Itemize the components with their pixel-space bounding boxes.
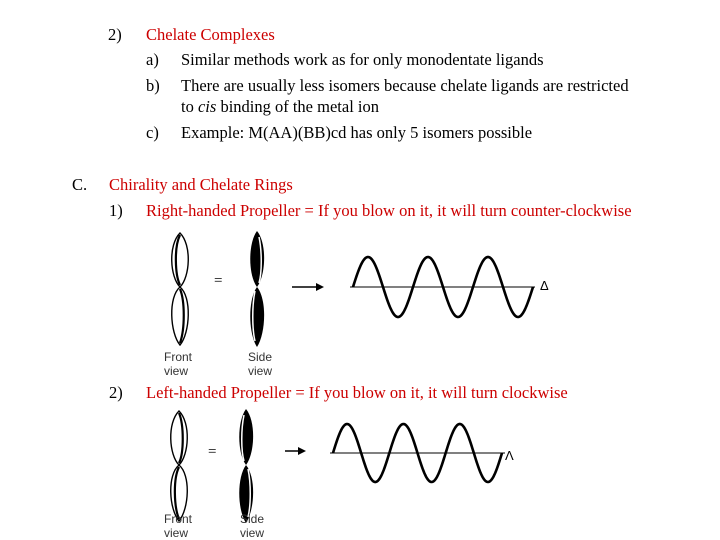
delta-symbol: Δ: [540, 278, 549, 293]
item-b-line1: There are usually less isomers because chelate ligands are restricted: [181, 76, 629, 95]
arrow-right-icon: [292, 283, 324, 291]
side-view-label-line1: Side: [248, 350, 273, 364]
equals-sign-2: =: [208, 444, 217, 460]
right-handed-propeller-text: Right-handed Propeller = If you blow on it, it will turn counter-clockwise: [146, 201, 632, 220]
side-view-label-line1: Side: [240, 512, 265, 526]
list-number-1: 1): [109, 201, 123, 220]
heading-chelate-complexes: Chelate Complexes: [146, 25, 275, 44]
section-letter-c: C.: [72, 175, 88, 194]
front-view-label-line1: Front: [164, 512, 193, 526]
item-b-cis: cis: [197, 97, 217, 116]
left-handed-propeller-figure: [150, 405, 560, 530]
front-view-label-line2: view: [164, 364, 189, 378]
side-view-label-line2: view: [248, 364, 273, 378]
list-number-2-c: 2): [109, 383, 123, 402]
right-handed-propeller-figure: [150, 225, 560, 355]
list-marker-c: c): [146, 123, 159, 142]
front-view-label-line1: Front: [164, 350, 193, 364]
heading-chirality: Chirality and Chelate Rings: [109, 175, 293, 194]
side-view-propeller-icon: [250, 231, 264, 347]
item-c-text: Example: M(AA)(BB)cd has only 5 isomers possible: [181, 123, 533, 142]
arrow-right-icon: [285, 447, 306, 455]
side-view-label-line2: view: [240, 526, 265, 540]
left-handed-propeller-text: Left-handed Propeller = If you blow on it, it will turn clockwise: [146, 383, 568, 402]
item-b-line2-post: binding of the metal ion: [216, 97, 379, 116]
equals-sign-1: =: [214, 273, 223, 289]
side-view-propeller-icon: [239, 409, 253, 523]
list-marker-b: b): [146, 76, 160, 95]
front-view-label-line2: view: [164, 526, 189, 540]
front-view-propeller-icon: [171, 411, 188, 521]
lambda-symbol: Λ: [505, 448, 514, 463]
item-b-line2-pre: to: [181, 97, 198, 116]
item-b-line2: [181, 97, 379, 117]
front-view-propeller-icon: [172, 233, 189, 345]
list-marker-a: a): [146, 50, 159, 69]
list-number-2: 2): [108, 25, 122, 44]
item-a-text: Similar methods work as for only monodentate ligands: [181, 50, 544, 69]
